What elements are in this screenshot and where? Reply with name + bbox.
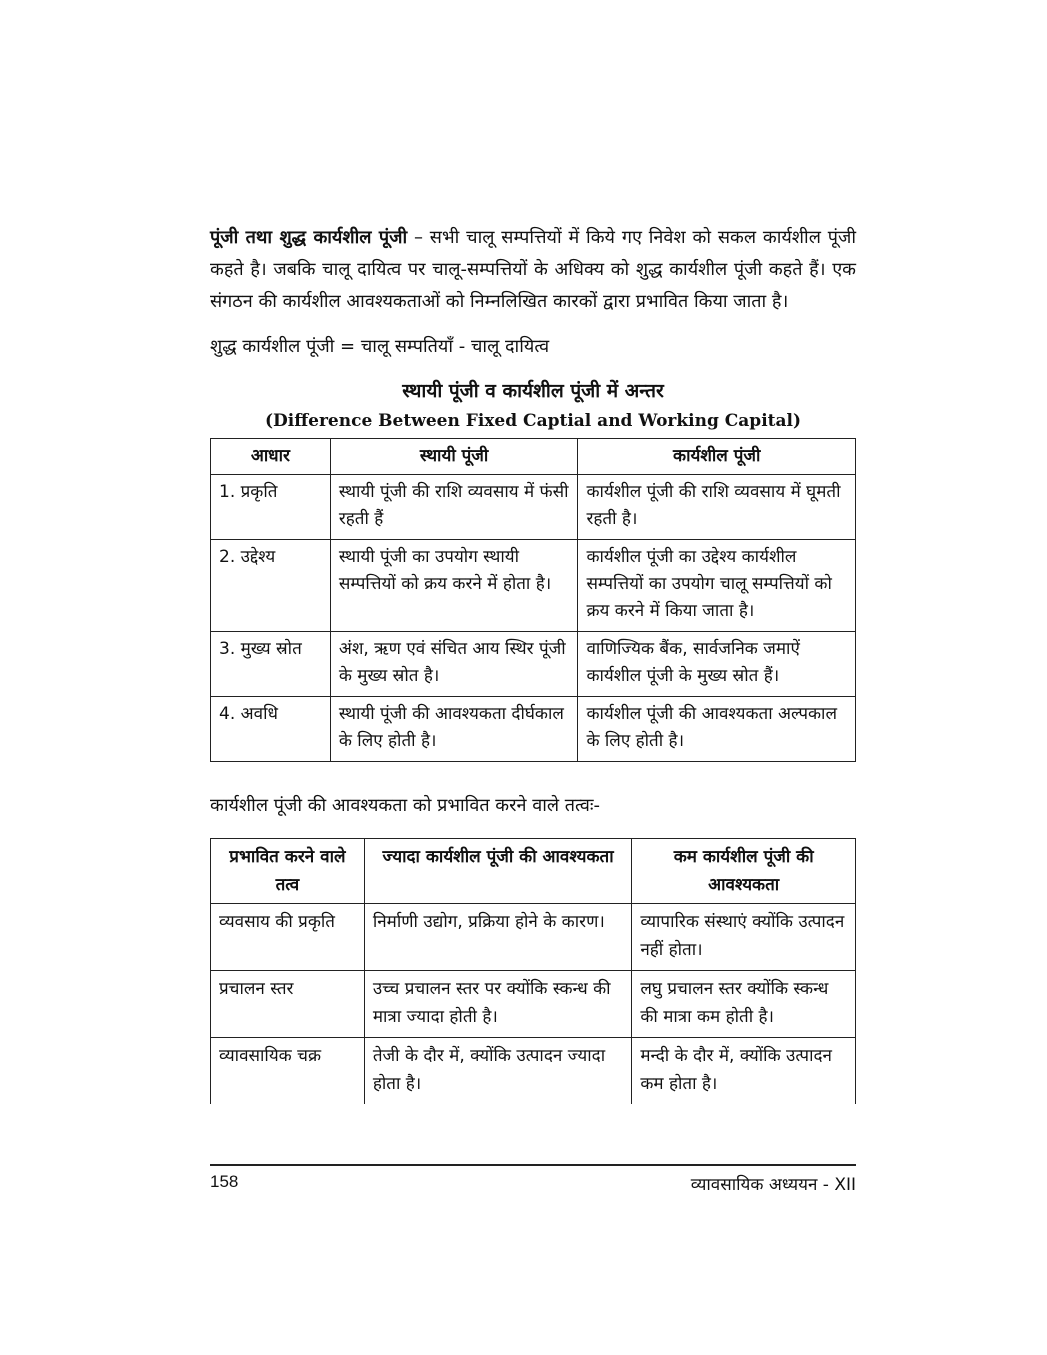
net-working-capital-formula: शुद्ध कार्यशील पूंजी = चालू सम्पतियाँ - चालू दायित्व xyxy=(210,336,550,357)
table-cell: स्थायी पूंजी की आवश्यकता दीर्घकाल के लिए होती है। xyxy=(330,697,578,762)
table-cell: प्रचालन स्तर xyxy=(211,971,365,1038)
column-header: कम कार्यशील पूंजी की आवश्यकता xyxy=(632,839,856,904)
working-capital-factors-table xyxy=(210,838,856,1104)
table-row xyxy=(211,1038,856,1105)
table-row xyxy=(211,632,856,697)
table-cell: वाणिज्यिक बैंक, सार्वजनिक जमाऐं कार्यशील पूंजी के मुख्य स्रोत हैं। xyxy=(578,632,856,697)
book-title: व्यावसायिक अध्ययन - XII xyxy=(690,1175,856,1195)
table1-subtitle: (Difference Between Fixed Captial and Working Capital) xyxy=(264,411,802,431)
fixed-vs-working-capital-table xyxy=(210,438,856,762)
column-header: आधार xyxy=(211,439,331,475)
table-row xyxy=(211,475,856,540)
table-row xyxy=(211,697,856,762)
table-cell: अंश, ऋण एवं संचित आय स्थिर पूंजी के मुख्य स्रोत है। xyxy=(330,632,578,697)
table-cell: उच्च प्रचालन स्तर पर क्योंकि स्कन्ध की मात्रा ज्यादा होती है। xyxy=(364,971,632,1038)
table-cell: व्यापारिक संस्थाएं क्योंकि उत्पादन नहीं होता। xyxy=(632,904,856,971)
column-header: ज्यादा कार्यशील पूंजी की आवश्यकता xyxy=(364,839,632,904)
intro-text: – सभी चालू सम्पत्तियों में किये गए निवेश को सकल कार्यशील पूंजी कहते है। जबकि चालू दायित्व पर चालू-सम्पत्तियों के अधिक्य को शुद्ध कार्यशील पूंजी कहते हैं। एक संगठन की कार्यशील आवश्यकताओं को निम्नलिखित कारकों द्वारा प्रभावित किया जाता है। xyxy=(210,227,856,312)
table-cell: 2. उद्देश्य xyxy=(211,540,331,632)
table-cell: कार्यशील पूंजी की राशि व्यवसाय में घूमती रहती है। xyxy=(578,475,856,540)
table-cell: मन्दी के दौर में, क्योंकि उत्पादन कम होता है। xyxy=(632,1038,856,1105)
table-cell: 4. अवधि xyxy=(211,697,331,762)
table-header-row xyxy=(211,839,856,904)
table-cell: व्यवसाय की प्रकृति xyxy=(211,904,365,971)
table-cell: कार्यशील पूंजी का उद्देश्य कार्यशील सम्पत्तियों का उपयोग चालू सम्पत्तियों को क्रय करने में किया जाता है। xyxy=(578,540,856,632)
table-cell: कार्यशील पूंजी की आवश्यकता अल्पकाल के लिए होती है। xyxy=(578,697,856,762)
page-number: 158 xyxy=(210,1172,239,1191)
table-row xyxy=(211,971,856,1038)
table-cell: स्थायी पूंजी का उपयोग स्थायी सम्पत्तियों को क्रय करने में होता है। xyxy=(330,540,578,632)
column-header: कार्यशील पूंजी xyxy=(578,439,856,475)
table-cell: व्यावसायिक चक्र xyxy=(211,1038,365,1105)
table-cell: स्थायी पूंजी की राशि व्यवसाय में फंसी रहती हैं xyxy=(330,475,578,540)
table-cell: तेजी के दौर में, क्योंकि उत्पादन ज्यादा होता है। xyxy=(364,1038,632,1105)
table-cell: 3. मुख्य स्रोत xyxy=(211,632,331,697)
intro-paragraph xyxy=(210,222,856,318)
table-cell: निर्माणी उद्योग, प्रक्रिया होने के कारण। xyxy=(364,904,632,971)
table-cell: 1. प्रकृति xyxy=(211,475,331,540)
table1-title: स्थायी पूंजी व कार्यशील पूंजी में अन्तर xyxy=(402,380,664,402)
intro-heading: पूंजी तथा शुद्ध कार्यशील पूंजी xyxy=(210,227,408,248)
table-header-row xyxy=(211,439,856,475)
table2-lead: कार्यशील पूंजी की आवश्यकता को प्रभावित करने वाले तत्वः- xyxy=(210,795,600,816)
footer-divider xyxy=(210,1164,856,1166)
page-footer xyxy=(210,1172,856,1195)
table-row xyxy=(211,904,856,971)
column-header: प्रभावित करने वाले तत्व xyxy=(211,839,365,904)
page-content xyxy=(210,222,856,1104)
column-header: स्थायी पूंजी xyxy=(330,439,578,475)
table-cell: लघु प्रचालन स्तर क्योंकि स्कन्ध की मात्रा कम होती है। xyxy=(632,971,856,1038)
table-row xyxy=(211,540,856,632)
